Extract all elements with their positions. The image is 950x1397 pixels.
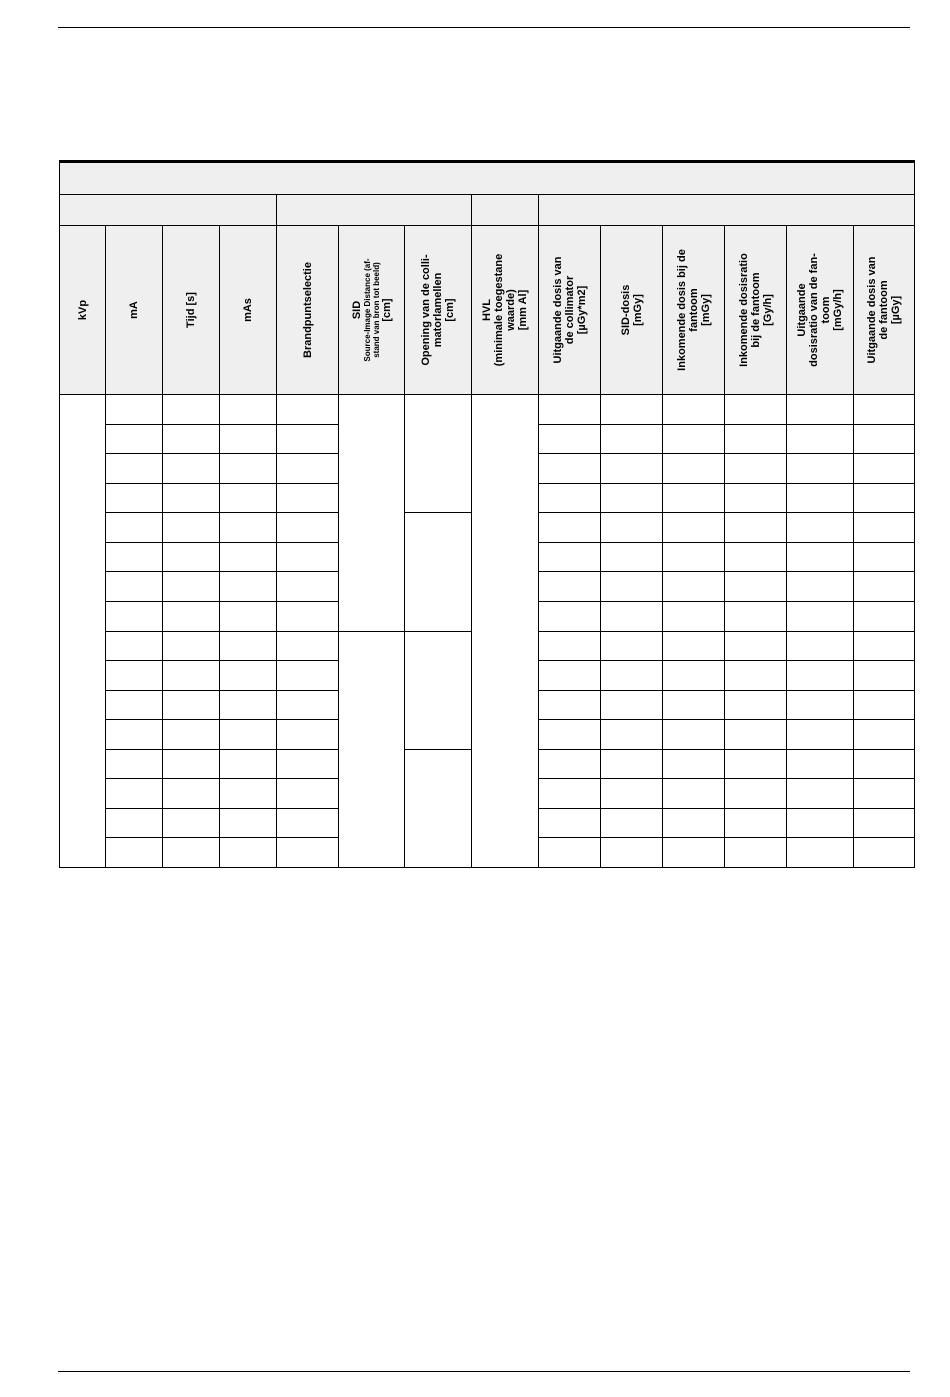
header-sid-sub-1: Source-Image Distance (af- [362, 258, 372, 362]
cell-uit-collimator[interactable] [539, 808, 601, 838]
cell-uit-collimator[interactable] [539, 483, 601, 513]
cell-tijd[interactable] [163, 661, 220, 691]
header-ma-line-1: mA [128, 301, 140, 320]
cell-uit-ratio[interactable] [787, 602, 854, 632]
cell-uit-collimator[interactable] [539, 513, 601, 543]
cell-mas[interactable] [220, 424, 277, 454]
cell-uit-fantoom[interactable] [854, 749, 915, 779]
cell-ink-dosis[interactable] [663, 572, 725, 602]
cell-uit-collimator[interactable] [539, 779, 601, 809]
cell-ma[interactable] [106, 513, 163, 543]
cell-ink-ratio[interactable] [725, 513, 787, 543]
cell-brandpunt[interactable] [277, 572, 339, 602]
cell-sid-dosis[interactable] [601, 483, 663, 513]
header-hvl [472, 226, 539, 395]
cell-tijd[interactable] [163, 838, 220, 868]
cell-tijd[interactable] [163, 513, 220, 543]
cell-brandpunt[interactable] [277, 661, 339, 691]
header-tijd [163, 226, 220, 395]
group-header-exposure [60, 195, 277, 226]
header-uitgaande-dosis-fantoom [854, 226, 915, 395]
cell-ma[interactable] [106, 690, 163, 720]
cell-ma[interactable] [106, 424, 163, 454]
header-hvl-line-4: [mm Al] [517, 289, 529, 331]
cell-uit-fantoom[interactable] [854, 808, 915, 838]
cell-uit-ratio[interactable] [787, 720, 854, 750]
cell-mas[interactable] [220, 779, 277, 809]
header-uitgaande-dosisratio-line-3: toom [820, 296, 832, 324]
cell-tijd[interactable] [163, 572, 220, 602]
header-uitgaande-dosisratio-line-1: Uitgaande [796, 283, 808, 337]
cell-opening[interactable] [405, 749, 472, 867]
cell-uit-collimator[interactable] [539, 690, 601, 720]
header-hvl-line-3: waarde) [505, 289, 517, 331]
header-uitgaande-dosis-fantoom-line-2: de fantoom [878, 280, 891, 340]
cell-ink-ratio[interactable] [725, 572, 787, 602]
cell-tijd[interactable] [163, 690, 220, 720]
cell-ma[interactable] [106, 661, 163, 691]
cell-uit-fantoom[interactable] [854, 838, 915, 868]
cell-brandpunt[interactable] [277, 602, 339, 632]
cell-uit-ratio[interactable] [787, 690, 854, 720]
cell-uit-collimator[interactable] [539, 395, 601, 425]
header-uitgaande-dosis-collimator-line-2: de collimator [563, 275, 576, 345]
group-header-dose [539, 195, 915, 226]
cell-ma[interactable] [106, 808, 163, 838]
cell-uit-ratio[interactable] [787, 513, 854, 543]
cell-uit-fantoom[interactable] [854, 395, 915, 425]
header-opening-collimator-line-3: [cm] [444, 298, 456, 322]
cell-tijd[interactable] [163, 542, 220, 572]
header-brandpuntselectie [277, 226, 339, 395]
header-brandpuntselectie-line-1: Brandpuntselectie [301, 262, 314, 359]
cell-sid-dosis[interactable] [601, 661, 663, 691]
cell-brandpunt[interactable] [277, 720, 339, 750]
header-sid-dosis-line-1: SID-dosis [619, 284, 632, 336]
cell-ink-ratio[interactable] [725, 395, 787, 425]
cell-ma[interactable] [106, 395, 163, 425]
cell-mas[interactable] [220, 690, 277, 720]
cell-uit-fantoom[interactable] [854, 720, 915, 750]
cell-ink-dosis[interactable] [663, 454, 725, 484]
cell-brandpunt[interactable] [277, 749, 339, 779]
cell-sid-dosis[interactable] [601, 602, 663, 632]
cell-uit-ratio[interactable] [787, 483, 854, 513]
cell-sid-dosis[interactable] [601, 838, 663, 868]
cell-mas[interactable] [220, 513, 277, 543]
cell-uit-collimator[interactable] [539, 424, 601, 454]
cell-mas[interactable] [220, 631, 277, 661]
cell-ma[interactable] [106, 779, 163, 809]
cell-tijd[interactable] [163, 631, 220, 661]
cell-uit-ratio[interactable] [787, 454, 854, 484]
cell-uit-ratio[interactable] [787, 424, 854, 454]
cell-uit-collimator[interactable] [539, 749, 601, 779]
cell-tijd[interactable] [163, 808, 220, 838]
group-header-hvl [472, 195, 539, 226]
cell-sid-dosis[interactable] [601, 395, 663, 425]
header-inkomende-dosis-line-1: Inkomende dosis bij de [675, 249, 688, 371]
group-header-geometry [277, 195, 472, 226]
header-inkomende-dosisratio-line-2: bij de fantoom [749, 272, 762, 348]
cell-ma[interactable] [106, 454, 163, 484]
header-tijd-line-1: Tijd [s] [185, 292, 197, 329]
cell-uit-ratio[interactable] [787, 542, 854, 572]
cell-sid-dosis[interactable] [601, 720, 663, 750]
cell-uit-fantoom[interactable] [854, 779, 915, 809]
cell-ink-ratio[interactable] [725, 808, 787, 838]
cell-uit-ratio[interactable] [787, 749, 854, 779]
cell-ink-dosis[interactable] [663, 808, 725, 838]
cell-ink-ratio[interactable] [725, 602, 787, 632]
cell-ink-ratio[interactable] [725, 454, 787, 484]
cell-uit-fantoom[interactable] [854, 483, 915, 513]
cell-ink-dosis[interactable] [663, 424, 725, 454]
header-inkomende-dosis [663, 226, 725, 395]
header-hvl-line-1: HVL [481, 299, 493, 322]
header-inkomende-dosisratio [725, 226, 787, 395]
cell-ink-dosis[interactable] [663, 513, 725, 543]
header-uitgaande-dosis-fantoom-line-1: Uitgaande dosis van [866, 256, 879, 364]
cell-ink-ratio[interactable] [725, 631, 787, 661]
measurement-table [59, 160, 914, 868]
cell-ink-ratio[interactable] [725, 542, 787, 572]
cell-brandpunt[interactable] [277, 838, 339, 868]
cell-ink-ratio[interactable] [725, 424, 787, 454]
cell-brandpunt[interactable] [277, 542, 339, 572]
header-sid-dosis [601, 226, 663, 395]
cell-tijd[interactable] [163, 454, 220, 484]
cell-uit-collimator[interactable] [539, 631, 601, 661]
cell-uit-fantoom[interactable] [854, 572, 915, 602]
cell-sid-dosis[interactable] [601, 542, 663, 572]
header-inkomende-dosisratio-line-1: Inkomende dosisratio [737, 253, 750, 368]
cell-tijd[interactable] [163, 395, 220, 425]
table-title [60, 162, 915, 195]
table-row [60, 395, 915, 425]
cell-sid-dosis[interactable] [601, 631, 663, 661]
cell-mas[interactable] [220, 483, 277, 513]
cell-uit-fantoom[interactable] [854, 513, 915, 543]
cell-tijd[interactable] [163, 779, 220, 809]
cell-mas[interactable] [220, 572, 277, 602]
cell-mas[interactable] [220, 454, 277, 484]
cell-sid-dosis[interactable] [601, 749, 663, 779]
cell-ink-dosis[interactable] [663, 779, 725, 809]
cell-ma[interactable] [106, 483, 163, 513]
cell-uit-fantoom[interactable] [854, 542, 915, 572]
cell-uit-collimator[interactable] [539, 572, 601, 602]
cell-ma[interactable] [106, 542, 163, 572]
cell-ink-dosis[interactable] [663, 483, 725, 513]
cell-uit-fantoom[interactable] [854, 454, 915, 484]
cell-mas[interactable] [220, 395, 277, 425]
cell-sid[interactable] [339, 631, 405, 867]
cell-sid-dosis[interactable] [601, 454, 663, 484]
cell-sid[interactable] [339, 395, 405, 631]
header-uitgaande-dosisratio-line-4: [mGy/h] [832, 289, 844, 331]
header-inkomende-dosis-line-2: fantoom [687, 288, 700, 332]
cell-mas[interactable] [220, 661, 277, 691]
cell-mas[interactable] [220, 720, 277, 750]
cell-ink-ratio[interactable] [725, 661, 787, 691]
cell-ink-dosis[interactable] [663, 720, 725, 750]
header-inkomende-dosisratio-line-3: [Gy/h] [761, 294, 774, 327]
header-uitgaande-dosisratio-line-2: dosisratio van de fan- [808, 253, 820, 368]
cell-uit-ratio[interactable] [787, 631, 854, 661]
cell-brandpunt[interactable] [277, 454, 339, 484]
header-opening-collimator-line-2: matorlamellen [432, 272, 444, 348]
cell-ma[interactable] [106, 572, 163, 602]
top-rule [58, 27, 910, 28]
header-opening-collimator [405, 226, 472, 395]
header-mas [220, 226, 277, 395]
cell-uit-ratio[interactable] [787, 572, 854, 602]
header-sid-sub-2: stand van bron tot beeld) [371, 262, 381, 358]
cell-ma[interactable] [106, 602, 163, 632]
cell-mas[interactable] [220, 602, 277, 632]
cell-brandpunt[interactable] [277, 424, 339, 454]
cell-brandpunt[interactable] [277, 395, 339, 425]
cell-brandpunt[interactable] [277, 690, 339, 720]
cell-brandpunt[interactable] [277, 513, 339, 543]
cell-uit-ratio[interactable] [787, 395, 854, 425]
header-sid [339, 226, 405, 395]
cell-tijd[interactable] [163, 483, 220, 513]
header-ma [106, 226, 163, 395]
header-uitgaande-dosis-fantoom-line-3: [µGy] [890, 296, 903, 325]
cell-uit-fantoom[interactable] [854, 631, 915, 661]
cell-mas[interactable] [220, 808, 277, 838]
cell-ma[interactable] [106, 749, 163, 779]
cell-uit-ratio[interactable] [787, 838, 854, 868]
cell-ink-dosis[interactable] [663, 838, 725, 868]
cell-ink-dosis[interactable] [663, 602, 725, 632]
cell-tijd[interactable] [163, 602, 220, 632]
cell-opening[interactable] [405, 631, 472, 749]
cell-uit-ratio[interactable] [787, 779, 854, 809]
cell-sid-dosis[interactable] [601, 513, 663, 543]
cell-brandpunt[interactable] [277, 631, 339, 661]
cell-uit-collimator[interactable] [539, 602, 601, 632]
cell-sid-dosis[interactable] [601, 572, 663, 602]
cell-uit-fantoom[interactable] [854, 690, 915, 720]
cell-ink-dosis[interactable] [663, 542, 725, 572]
cell-tijd[interactable] [163, 424, 220, 454]
cell-uit-fantoom[interactable] [854, 424, 915, 454]
cell-brandpunt[interactable] [277, 483, 339, 513]
header-hvl-line-2: (minimale toegestane [493, 253, 505, 367]
header-uitgaande-dosis-collimator [539, 226, 601, 395]
header-sid-dosis-line-2: [mGy] [631, 294, 644, 327]
cell-uit-collimator[interactable] [539, 454, 601, 484]
cell-kvp[interactable] [60, 395, 106, 868]
cell-hvl[interactable] [472, 395, 539, 868]
header-uitgaande-dosis-collimator-line-3: [µGy*m2] [575, 285, 588, 335]
cell-mas[interactable] [220, 749, 277, 779]
cell-brandpunt[interactable] [277, 808, 339, 838]
cell-uit-ratio[interactable] [787, 808, 854, 838]
header-kvp [60, 226, 106, 395]
cell-uit-collimator[interactable] [539, 542, 601, 572]
cell-uit-collimator[interactable] [539, 661, 601, 691]
cell-uit-collimator[interactable] [539, 720, 601, 750]
cell-ink-ratio[interactable] [725, 720, 787, 750]
header-mas-line-1: mAs [242, 298, 254, 323]
cell-ink-dosis[interactable] [663, 690, 725, 720]
cell-opening[interactable] [405, 395, 472, 513]
header-kvp-line-1: kVp [76, 300, 89, 321]
header-uitgaande-dosisratio [787, 226, 854, 395]
cell-ink-ratio[interactable] [725, 779, 787, 809]
cell-ma[interactable] [106, 631, 163, 661]
cell-sid-dosis[interactable] [601, 808, 663, 838]
cell-sid-dosis[interactable] [601, 690, 663, 720]
cell-ink-dosis[interactable] [663, 395, 725, 425]
bottom-rule [58, 1371, 910, 1372]
cell-ink-dosis[interactable] [663, 661, 725, 691]
header-opening-collimator-line-1: Opening van de colli- [420, 254, 432, 366]
cell-ink-ratio[interactable] [725, 483, 787, 513]
cell-sid-dosis[interactable] [601, 424, 663, 454]
cell-ma[interactable] [106, 838, 163, 868]
cell-tijd[interactable] [163, 720, 220, 750]
cell-tijd[interactable] [163, 749, 220, 779]
cell-mas[interactable] [220, 838, 277, 868]
header-sid-title: SID [350, 301, 363, 320]
cell-brandpunt[interactable] [277, 779, 339, 809]
cell-ink-ratio[interactable] [725, 690, 787, 720]
cell-ink-dosis[interactable] [663, 749, 725, 779]
cell-ink-dosis[interactable] [663, 631, 725, 661]
header-sid-unit: [cm] [380, 298, 393, 322]
header-inkomende-dosis-line-3: [mGy] [699, 294, 712, 327]
cell-uit-fantoom[interactable] [854, 602, 915, 632]
cell-uit-ratio[interactable] [787, 661, 854, 691]
cell-ink-ratio[interactable] [725, 749, 787, 779]
cell-sid-dosis[interactable] [601, 779, 663, 809]
cell-uit-collimator[interactable] [539, 838, 601, 868]
cell-ink-ratio[interactable] [725, 838, 787, 868]
header-uitgaande-dosis-collimator-line-1: Uitgaande dosis van [551, 256, 564, 364]
cell-uit-fantoom[interactable] [854, 661, 915, 691]
cell-opening[interactable] [405, 513, 472, 631]
cell-mas[interactable] [220, 542, 277, 572]
cell-ma[interactable] [106, 720, 163, 750]
